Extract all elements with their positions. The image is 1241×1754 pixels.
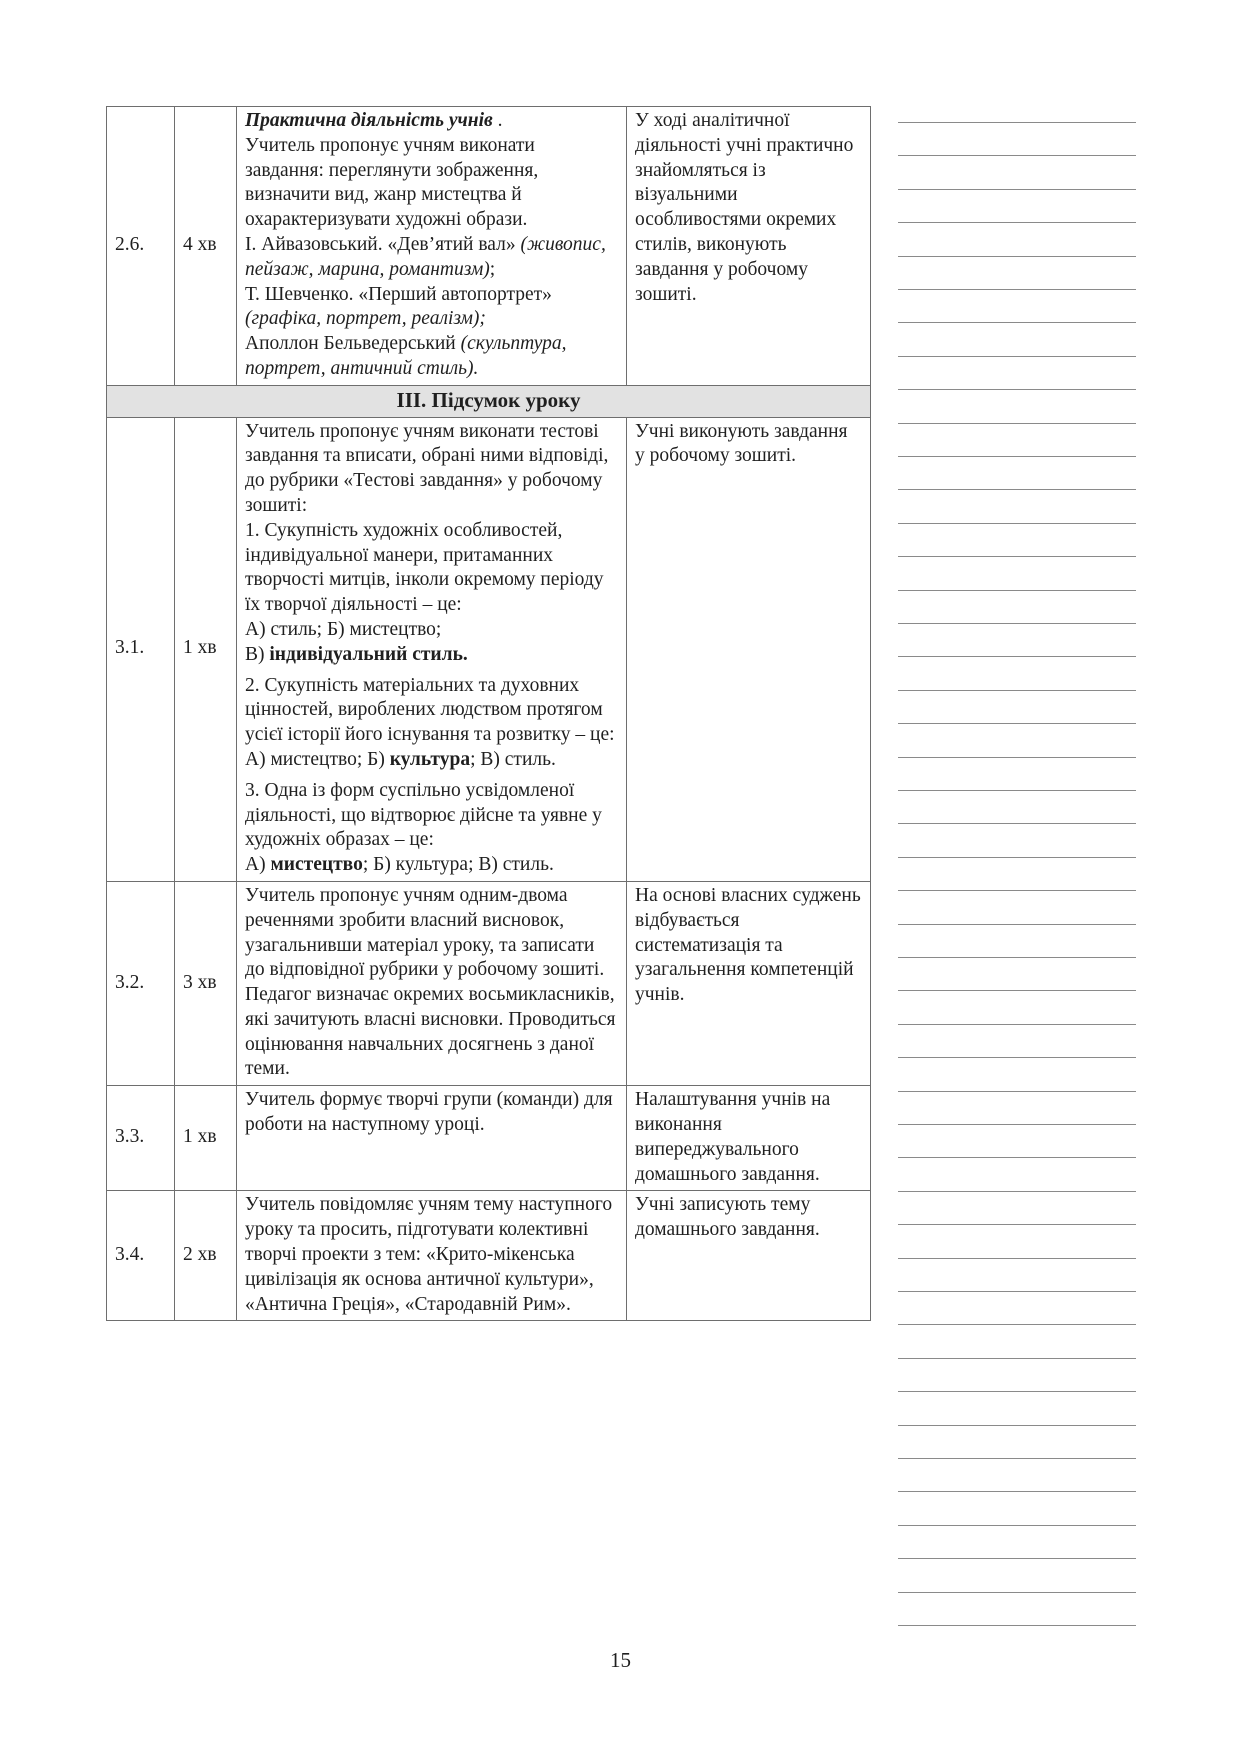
note-rule-line (898, 723, 1136, 724)
step-number: 3.3. (107, 1086, 175, 1191)
note-rule-line (898, 1258, 1136, 1259)
table-row (107, 1191, 871, 1321)
teacher-activity: Практична діяльність учнів . Учитель пропонує учням виконати завдання: переглянути зображення, визначити вид, жанр мистецтва й охарактеризувати художні образи. І. Айвазовський. «Дев’ятий вал» (живопис, пейзаж, марина, романтизм); Т. Шевченко. «Перший автопортрет» (графіка, портрет, реалізм); Аполлон Бельведерський (скульптура, портрет, античний стиль). (237, 107, 627, 386)
note-rule-line (898, 924, 1136, 925)
note-rule-line (898, 1224, 1136, 1225)
test-question-1: 1. Сукупність художніх особливостей, індивідуальної манери, притаманних творчості митців, інколи окремому періоду їх творчої діяльності – це: (245, 519, 604, 616)
note-rule-line (898, 1157, 1136, 1158)
note-rule-line (898, 489, 1136, 490)
table-row (107, 107, 871, 386)
student-activity: У ході аналітичної діяльності учні практично знайомляться із візуальними особливостями окремих стилів, виконують завдання у робочому зошиті. (627, 107, 871, 386)
step-number: 3.2. (107, 881, 175, 1085)
teacher-activity: Учитель пропонує учням одним-двома реченнями зробити власний висновок, узагальнивши матеріал уроку, та записати до відповідної рубрики у робочому зошиті. Педагог визначає окремих восьмикласників, які зачитують власні висновки. Проводиться оцінювання навчальних досягнень з даної теми. (237, 881, 627, 1085)
note-rule-line (898, 356, 1136, 357)
table-row (107, 1086, 871, 1191)
note-rule-line (898, 590, 1136, 591)
teacher-activity: Учитель пропонує учням виконати тестові завдання та вписати, обрані ними відповіді, до рубрики «Тестові завдання» у робочому зошиті: 1. Сукупність художніх особливостей, індивідуальної манери, притаманних творчості митців, інколи окремому періоду їх творчої діяльності – це: А) стиль; Б) мистецтво; В) індивідуальний стиль. 2. Сукупність матеріальних та духовних цінностей, вироблених людством протягом усієї історії його існування та розвитку – це: А) мистецтво; Б) культура; В) стиль. 3. Одна із форм суспільно усвідомленої діяльності, що відтворює дійсне та уявне у художніх образах – це: А) мистецтво; Б) культура; В) стиль. (237, 417, 627, 881)
note-rule-line (898, 990, 1136, 991)
step-number: 3.1. (107, 417, 175, 881)
note-rule-line (898, 857, 1136, 858)
student-activity: На основі власних суджень відбувається систематизація та узагальнення компетенцій учнів. (627, 881, 871, 1085)
note-rule-line (898, 1625, 1136, 1626)
note-rule-line (898, 1391, 1136, 1392)
note-rule-line (898, 1091, 1136, 1092)
step-duration: 2 хв (175, 1191, 237, 1321)
step-duration: 3 хв (175, 881, 237, 1085)
note-rule-line (898, 155, 1136, 156)
note-rule-line (898, 623, 1136, 624)
step-duration: 4 хв (175, 107, 237, 386)
step-number: 2.6. (107, 107, 175, 386)
student-activity: Налаштування учнів на виконання випереджувального домашнього завдання. (627, 1086, 871, 1191)
correct-answer: мистецтво (270, 854, 363, 876)
section-title: ІІІ. Підсумок уроку (107, 385, 871, 417)
note-rule-line (898, 1124, 1136, 1125)
test-question-2: 2. Сукупність матеріальних та духовних цінностей, вироблених людством протягом усієї історії його існування та розвитку – це: (245, 674, 615, 746)
note-rule-line (898, 523, 1136, 524)
note-rule-line (898, 423, 1136, 424)
note-rule-line (898, 690, 1136, 691)
note-rule-line (898, 656, 1136, 657)
note-rule-line (898, 322, 1136, 323)
note-rule-line (898, 122, 1136, 123)
teacher-activity: Учитель повідомляє учням тему наступного уроку та просить, підготувати колективні творчі проекти з тем: «Крито-мікенська цивілізація як основа античної культури», «Антична Греція», «Стародавній Рим». (237, 1191, 627, 1321)
note-rule-line (898, 456, 1136, 457)
note-rule-line (898, 189, 1136, 190)
note-rule-line (898, 1491, 1136, 1492)
table-row (107, 881, 871, 1085)
student-activity: Учні виконують завдання у робочому зошиті. (627, 417, 871, 881)
note-rule-line (898, 556, 1136, 557)
note-rule-line (898, 1324, 1136, 1325)
note-rule-line (898, 1358, 1136, 1359)
note-rule-line (898, 222, 1136, 223)
student-activity: Учні записують тему домашнього завдання. (627, 1191, 871, 1321)
note-rule-line (898, 790, 1136, 791)
note-rule-line (898, 1525, 1136, 1526)
activity-intro: Учитель пропонує учням виконати завдання: переглянути зображення, визначити вид, жанр мистецтва й охарактеризувати художні образи. (245, 134, 539, 231)
section-header-row (107, 385, 871, 417)
page-number: 15 (610, 1648, 631, 1672)
note-rule-line (898, 890, 1136, 891)
table-row (107, 417, 871, 881)
note-rule-line (898, 757, 1136, 758)
notes-lines-area[interactable] (898, 0, 1136, 1754)
note-rule-line (898, 1291, 1136, 1292)
note-rule-line (898, 1057, 1136, 1058)
correct-answer: індивідуальний стиль. (269, 643, 468, 665)
step-duration: 1 хв (175, 417, 237, 881)
step-number: 3.4. (107, 1191, 175, 1321)
note-rule-line (898, 957, 1136, 958)
note-rule-line (898, 289, 1136, 290)
note-rule-line (898, 1191, 1136, 1192)
lesson-plan-table (106, 106, 871, 1321)
note-rule-line (898, 823, 1136, 824)
note-rule-line (898, 256, 1136, 257)
note-rule-line (898, 1425, 1136, 1426)
test-question-3: 3. Одна із форм суспільно усвідомленої діяльності, що відтворює дійсне та уявне у художніх образах – це: (245, 779, 602, 851)
step-duration: 1 хв (175, 1086, 237, 1191)
teacher-activity: Учитель формує творчі групи (команди) для роботи на наступному уроці. (237, 1086, 627, 1191)
correct-answer: культура (389, 748, 471, 770)
note-rule-line (898, 1592, 1136, 1593)
note-rule-line (898, 389, 1136, 390)
activity-heading: Практична діяльність учнів (245, 110, 493, 131)
note-rule-line (898, 1458, 1136, 1459)
note-rule-line (898, 1558, 1136, 1559)
note-rule-line (898, 1024, 1136, 1025)
